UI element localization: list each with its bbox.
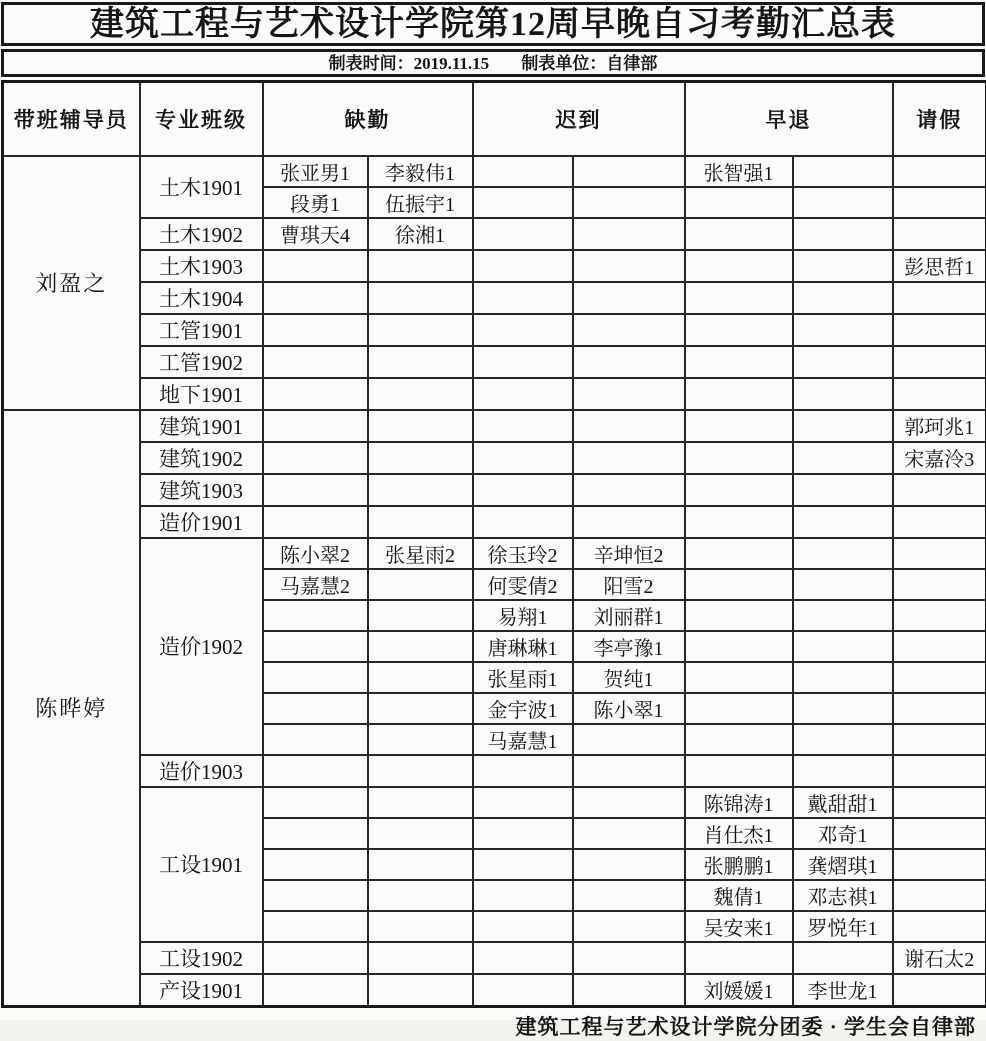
late-cell: 易翔1 — [473, 600, 573, 631]
late-cell — [473, 755, 573, 787]
late-cell: 李亭豫1 — [573, 631, 685, 662]
early-cell — [793, 724, 893, 755]
late-cell — [573, 156, 685, 187]
table-row — [3, 538, 986, 569]
absent-cell — [263, 942, 368, 974]
absent-cell — [368, 314, 473, 346]
table-row — [3, 474, 986, 506]
early-cell: 魏倩1 — [685, 880, 793, 911]
early-cell — [793, 442, 893, 474]
absent-cell — [368, 911, 473, 942]
early-cell — [685, 506, 793, 538]
late-cell — [573, 818, 685, 849]
class-cell: 土木1901 — [140, 156, 263, 218]
leave-cell — [893, 693, 986, 724]
absent-cell — [368, 442, 473, 474]
leave-cell — [893, 631, 986, 662]
late-cell — [573, 755, 685, 787]
absent-cell — [368, 474, 473, 506]
early-cell — [793, 346, 893, 378]
late-cell — [573, 724, 685, 755]
absent-cell — [263, 880, 368, 911]
early-cell — [685, 538, 793, 569]
early-cell — [685, 250, 793, 282]
late-cell — [573, 849, 685, 880]
absent-cell — [263, 662, 368, 693]
class-cell: 产设1901 — [140, 974, 263, 1007]
late-cell — [573, 378, 685, 410]
early-cell — [685, 346, 793, 378]
leave-cell: 彭思哲1 — [893, 250, 986, 282]
header-row — [3, 82, 986, 156]
early-cell: 龚熠琪1 — [793, 849, 893, 880]
leave-cell — [893, 849, 986, 880]
absent-cell — [263, 755, 368, 787]
early-cell — [793, 250, 893, 282]
late-cell — [473, 218, 573, 250]
absent-cell — [263, 693, 368, 724]
late-cell — [473, 474, 573, 506]
absent-cell — [263, 600, 368, 631]
meta-band — [1, 49, 985, 77]
late-cell — [573, 474, 685, 506]
footer-signature: 建筑工程与艺术设计学院分团委 · 学生会自律部 — [0, 1008, 986, 1041]
class-cell: 建筑1903 — [140, 474, 263, 506]
late-cell: 徐玉玲2 — [473, 538, 573, 569]
absent-cell — [368, 880, 473, 911]
early-cell — [793, 755, 893, 787]
leave-cell — [893, 346, 986, 378]
absent-cell — [263, 474, 368, 506]
early-cell — [685, 942, 793, 974]
class-cell: 建筑1902 — [140, 442, 263, 474]
leave-cell — [893, 974, 986, 1007]
counselor-cell: 陈晔婷 — [3, 410, 140, 1007]
late-cell — [573, 942, 685, 974]
late-cell — [473, 818, 573, 849]
late-cell — [573, 410, 685, 442]
early-cell — [793, 410, 893, 442]
absent-cell — [263, 818, 368, 849]
absent-cell: 曹琪天4 — [263, 218, 368, 250]
early-cell — [793, 378, 893, 410]
early-cell: 刘媛媛1 — [685, 974, 793, 1007]
absent-cell — [263, 849, 368, 880]
table-row — [3, 974, 986, 1007]
absent-cell: 张亚男1 — [263, 156, 368, 187]
early-cell — [793, 474, 893, 506]
early-cell — [793, 282, 893, 314]
absent-cell — [368, 250, 473, 282]
absent-cell — [263, 410, 368, 442]
absent-cell — [368, 506, 473, 538]
early-cell — [793, 600, 893, 631]
early-cell: 戴甜甜1 — [793, 787, 893, 818]
absent-cell — [263, 724, 368, 755]
early-cell: 邓奇1 — [793, 818, 893, 849]
absent-cell: 马嘉慧2 — [263, 569, 368, 600]
absent-cell — [368, 724, 473, 755]
late-cell — [473, 156, 573, 187]
leave-cell — [893, 506, 986, 538]
absent-cell — [368, 787, 473, 818]
late-cell: 唐琳琳1 — [473, 631, 573, 662]
leave-cell — [893, 282, 986, 314]
early-cell — [685, 662, 793, 693]
leave-cell — [893, 218, 986, 250]
early-cell — [685, 314, 793, 346]
early-cell — [793, 314, 893, 346]
leave-cell — [893, 187, 986, 218]
absent-cell — [263, 282, 368, 314]
late-cell — [573, 911, 685, 942]
early-cell — [685, 755, 793, 787]
early-cell — [685, 631, 793, 662]
class-cell: 工设1902 — [140, 942, 263, 974]
table-row — [3, 218, 986, 250]
late-cell — [473, 378, 573, 410]
leave-cell — [893, 787, 986, 818]
meta-time: 制表时间：2019.11.15 — [329, 54, 490, 73]
absent-cell — [263, 911, 368, 942]
early-cell — [685, 378, 793, 410]
early-cell — [685, 474, 793, 506]
col-header-leave: 请假 — [893, 82, 986, 156]
late-cell: 贺纯1 — [573, 662, 685, 693]
early-cell — [793, 506, 893, 538]
late-cell — [473, 849, 573, 880]
early-cell — [793, 662, 893, 693]
late-cell — [573, 187, 685, 218]
late-cell: 刘丽群1 — [573, 600, 685, 631]
late-cell — [473, 787, 573, 818]
late-cell — [473, 880, 573, 911]
table-row — [3, 378, 986, 410]
late-cell — [473, 442, 573, 474]
table-row — [3, 156, 986, 187]
early-cell — [793, 631, 893, 662]
col-header-class: 专业班级 — [140, 82, 263, 156]
absent-cell — [368, 755, 473, 787]
late-cell — [573, 282, 685, 314]
absent-cell — [368, 282, 473, 314]
late-cell: 马嘉慧1 — [473, 724, 573, 755]
absent-cell — [263, 378, 368, 410]
early-cell — [685, 442, 793, 474]
leave-cell: 谢石太2 — [893, 942, 986, 974]
absent-cell: 段勇1 — [263, 187, 368, 218]
class-cell: 造价1901 — [140, 506, 263, 538]
early-cell — [685, 693, 793, 724]
late-cell — [573, 314, 685, 346]
early-cell — [793, 218, 893, 250]
leave-cell — [893, 600, 986, 631]
table-row — [3, 282, 986, 314]
early-cell: 李世龙1 — [793, 974, 893, 1007]
attendance-table — [1, 80, 986, 1008]
early-cell: 邓志祺1 — [793, 880, 893, 911]
col-header-late: 迟到 — [473, 82, 685, 156]
late-cell — [573, 250, 685, 282]
absent-cell — [263, 442, 368, 474]
early-cell — [793, 538, 893, 569]
leave-cell — [893, 156, 986, 187]
late-cell — [573, 218, 685, 250]
absent-cell — [368, 346, 473, 378]
late-cell: 何雯倩2 — [473, 569, 573, 600]
absent-cell: 徐湘1 — [368, 218, 473, 250]
table-row — [3, 250, 986, 282]
col-header-counselor: 带班辅导员 — [3, 82, 140, 156]
early-cell — [685, 282, 793, 314]
absent-cell: 张星雨2 — [368, 538, 473, 569]
leave-cell: 宋嘉泠3 — [893, 442, 986, 474]
absent-cell — [368, 378, 473, 410]
early-cell — [793, 569, 893, 600]
absent-cell — [368, 974, 473, 1007]
early-cell: 肖仕杰1 — [685, 818, 793, 849]
late-cell — [573, 880, 685, 911]
class-cell: 工管1902 — [140, 346, 263, 378]
late-cell: 阳雪2 — [573, 569, 685, 600]
late-cell: 陈小翠1 — [573, 693, 685, 724]
table-row — [3, 942, 986, 974]
late-cell — [473, 250, 573, 282]
late-cell — [473, 410, 573, 442]
meta-unit: 制表单位：自律部 — [521, 54, 657, 73]
late-cell: 张星雨1 — [473, 662, 573, 693]
class-cell: 工管1901 — [140, 314, 263, 346]
leave-cell — [893, 880, 986, 911]
class-cell: 土木1904 — [140, 282, 263, 314]
early-cell — [685, 600, 793, 631]
late-cell — [473, 506, 573, 538]
class-cell: 地下1901 — [140, 378, 263, 410]
early-cell — [685, 569, 793, 600]
early-cell — [793, 156, 893, 187]
absent-cell: 伍振宇1 — [368, 187, 473, 218]
class-cell: 造价1902 — [140, 538, 263, 755]
late-cell: 辛坤恒2 — [573, 538, 685, 569]
early-cell — [685, 410, 793, 442]
early-cell — [685, 187, 793, 218]
early-cell — [793, 187, 893, 218]
late-cell — [573, 346, 685, 378]
early-cell — [793, 693, 893, 724]
table-row — [3, 410, 986, 442]
absent-cell — [263, 974, 368, 1007]
col-header-absent: 缺勤 — [263, 82, 473, 156]
early-cell: 张鹏鹏1 — [685, 849, 793, 880]
leave-cell — [893, 724, 986, 755]
leave-cell — [893, 474, 986, 506]
early-cell: 张智强1 — [685, 156, 793, 187]
leave-cell — [893, 314, 986, 346]
early-cell — [685, 218, 793, 250]
late-cell — [573, 506, 685, 538]
early-cell — [793, 942, 893, 974]
late-cell: 金宇波1 — [473, 693, 573, 724]
late-cell — [473, 314, 573, 346]
absent-cell — [368, 662, 473, 693]
class-cell: 土木1903 — [140, 250, 263, 282]
absent-cell — [368, 693, 473, 724]
late-cell — [573, 442, 685, 474]
table-row — [3, 787, 986, 818]
table-row — [3, 755, 986, 787]
absent-cell — [263, 631, 368, 662]
table-row — [3, 314, 986, 346]
leave-cell — [893, 569, 986, 600]
leave-cell — [893, 378, 986, 410]
late-cell — [573, 787, 685, 818]
table-row — [3, 506, 986, 538]
absent-cell — [368, 600, 473, 631]
absent-cell: 陈小翠2 — [263, 538, 368, 569]
class-cell: 土木1902 — [140, 218, 263, 250]
absent-cell — [368, 410, 473, 442]
page-title: 建筑工程与艺术设计学院第12周早晚自习考勤汇总表 — [1, 2, 985, 46]
absent-cell — [368, 631, 473, 662]
absent-cell — [368, 942, 473, 974]
absent-cell — [263, 787, 368, 818]
table-row — [3, 442, 986, 474]
absent-cell — [368, 849, 473, 880]
late-cell — [473, 346, 573, 378]
absent-cell — [368, 569, 473, 600]
absent-cell — [263, 506, 368, 538]
late-cell — [573, 974, 685, 1007]
leave-cell — [893, 755, 986, 787]
class-cell: 造价1903 — [140, 755, 263, 787]
absent-cell — [263, 314, 368, 346]
leave-cell: 郭珂兆1 — [893, 410, 986, 442]
leave-cell — [893, 538, 986, 569]
early-cell: 吴安来1 — [685, 911, 793, 942]
leave-cell — [893, 911, 986, 942]
col-header-early: 早退 — [685, 82, 893, 156]
counselor-cell: 刘盈之 — [3, 156, 140, 410]
leave-cell — [893, 818, 986, 849]
class-cell: 工设1901 — [140, 787, 263, 942]
class-cell: 建筑1901 — [140, 410, 263, 442]
early-cell: 罗悦年1 — [793, 911, 893, 942]
table-row — [3, 346, 986, 378]
leave-cell — [893, 662, 986, 693]
absent-cell: 李毅伟1 — [368, 156, 473, 187]
late-cell — [473, 911, 573, 942]
absent-cell — [263, 346, 368, 378]
late-cell — [473, 942, 573, 974]
late-cell — [473, 187, 573, 218]
absent-cell — [368, 818, 473, 849]
early-cell: 陈锦涛1 — [685, 787, 793, 818]
late-cell — [473, 974, 573, 1007]
late-cell — [473, 282, 573, 314]
absent-cell — [263, 250, 368, 282]
early-cell — [685, 724, 793, 755]
